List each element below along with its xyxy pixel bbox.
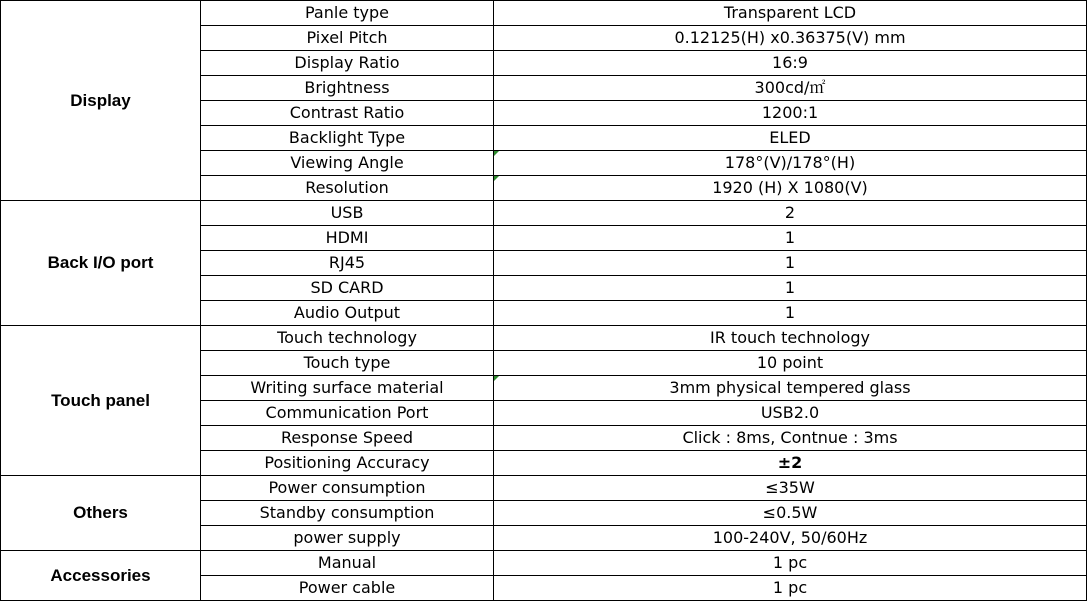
value-cell: USB2.0 (494, 401, 1087, 426)
param-cell: Touch technology (201, 326, 494, 351)
error-indicator-icon (494, 176, 499, 181)
value-cell: 1 (494, 301, 1087, 326)
value-text: 3mm physical tempered glass (669, 378, 911, 397)
param-cell: USB (201, 201, 494, 226)
param-cell: Panle type (201, 1, 494, 26)
table-row (1, 1, 1087, 26)
value-cell: 1 (494, 251, 1087, 276)
param-cell: Viewing Angle (201, 151, 494, 176)
param-cell: Touch type (201, 351, 494, 376)
param-cell: Resolution (201, 176, 494, 201)
param-cell: Display Ratio (201, 51, 494, 76)
value-cell: 1 (494, 226, 1087, 251)
group-label-back-io-port: Back I/O port (1, 201, 201, 326)
value-cell: 1 pc (494, 551, 1087, 576)
param-cell: Backlight Type (201, 126, 494, 151)
group-label-others: Others (1, 476, 201, 551)
value-cell: 2 (494, 201, 1087, 226)
value-text: 178°(V)/178°(H) (724, 153, 856, 172)
table-row (1, 326, 1087, 351)
param-cell: Positioning Accuracy (201, 451, 494, 476)
param-cell: Audio Output (201, 301, 494, 326)
value-cell: 1 pc (494, 576, 1087, 601)
value-cell: Transparent LCD (494, 1, 1087, 26)
value-cell-flagged (494, 376, 1087, 401)
param-cell: Pixel Pitch (201, 26, 494, 51)
param-cell: Writing surface material (201, 376, 494, 401)
param-cell: Power consumption (201, 476, 494, 501)
value-cell: ≤35W (494, 476, 1087, 501)
param-cell: Brightness (201, 76, 494, 101)
value-cell: Click : 8ms, Contnue : 3ms (494, 426, 1087, 451)
param-cell: Power cable (201, 576, 494, 601)
param-cell: Communication Port (201, 401, 494, 426)
value-cell: ELED (494, 126, 1087, 151)
value-cell: 1 (494, 276, 1087, 301)
group-label-touch-panel: Touch panel (1, 326, 201, 476)
table-row (1, 476, 1087, 501)
param-cell: Response Speed (201, 426, 494, 451)
param-cell: RJ45 (201, 251, 494, 276)
param-cell: power supply (201, 526, 494, 551)
param-cell: Manual (201, 551, 494, 576)
group-label-display: Display (1, 1, 201, 201)
value-cell: 300cd/㎡ (494, 76, 1087, 101)
param-cell: HDMI (201, 226, 494, 251)
value-text: 1920 (H) X 1080(V) (712, 178, 868, 197)
value-cell: 100-240V, 50/60Hz (494, 526, 1087, 551)
error-indicator-icon (494, 376, 499, 381)
value-cell-flagged (494, 151, 1087, 176)
value-cell: 1200:1 (494, 101, 1087, 126)
value-cell: 0.12125(H) x0.36375(V) mm (494, 26, 1087, 51)
value-cell: IR touch technology (494, 326, 1087, 351)
value-cell: 10 point (494, 351, 1087, 376)
value-cell-flagged (494, 176, 1087, 201)
param-cell: SD CARD (201, 276, 494, 301)
value-cell: ≤0.5W (494, 501, 1087, 526)
group-label-accessories: Accessories (1, 551, 201, 601)
table-row (1, 201, 1087, 226)
param-cell: Contrast Ratio (201, 101, 494, 126)
value-cell: ±2 (494, 451, 1087, 476)
table-row (1, 551, 1087, 576)
param-cell: Standby consumption (201, 501, 494, 526)
error-indicator-icon (494, 151, 499, 156)
value-cell: 16:9 (494, 51, 1087, 76)
